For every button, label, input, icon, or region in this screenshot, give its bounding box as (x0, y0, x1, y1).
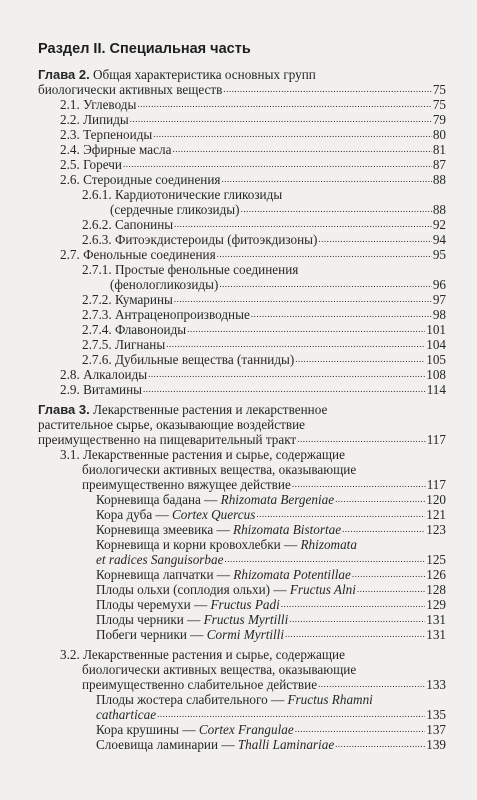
leader-dots (224, 555, 425, 564)
entry-title: 2.5. Горечи (60, 157, 122, 172)
toc-entry-text (38, 402, 327, 417)
entry-title: Корневища бадана — (96, 492, 221, 507)
section-title: Раздел II. Специальная часть (38, 41, 251, 57)
toc-entry-text (82, 477, 291, 492)
toc-entry (38, 112, 446, 127)
toc-entry (38, 247, 446, 262)
page-number: 79 (432, 112, 446, 127)
toc-entry-text (60, 367, 147, 382)
toc-entry-text (96, 522, 341, 537)
leader-dots (318, 235, 431, 244)
leader-dots (251, 310, 432, 319)
toc-entry-text (82, 322, 186, 337)
toc-entry-text (60, 157, 122, 172)
leader-dots (223, 85, 431, 94)
page-number: 117 (426, 432, 446, 447)
leader-dots (281, 600, 425, 609)
entry-title: 2.7. Фенольные соединения (60, 247, 216, 262)
entry-title: 2.3. Терпеноиды (60, 127, 153, 142)
toc-entry (38, 507, 446, 522)
toc-entry (38, 462, 446, 477)
leader-dots (137, 100, 431, 109)
toc-entry-text (110, 202, 240, 217)
toc-entry (38, 477, 446, 492)
toc-entry (38, 97, 446, 112)
leader-dots (357, 585, 425, 594)
toc-entry (38, 522, 446, 537)
entry-title: преимущественно вяжущее действие (82, 477, 291, 492)
toc-entry-text (82, 662, 356, 677)
page-number: 75 (432, 97, 446, 112)
toc-entry-text (60, 382, 142, 397)
entry-title: 2.6.1. Кардиотонические гликозиды (82, 187, 283, 202)
entry-title: Корневища и корни кровохлебки — (96, 537, 301, 552)
leader-dots (123, 160, 432, 169)
toc-entry-text (38, 417, 305, 432)
toc-entry-text (96, 567, 351, 582)
toc-entry-text (96, 582, 356, 597)
page-number: 129 (426, 597, 446, 612)
latin-name: Cormi Myrtilli (206, 627, 285, 642)
toc-entry (38, 217, 446, 232)
toc-entry (38, 127, 446, 142)
toc-entry (38, 722, 446, 737)
toc-entry (38, 447, 446, 462)
toc-entry-text (110, 277, 218, 292)
page-number: 120 (426, 492, 446, 507)
toc-entry-text (96, 707, 156, 722)
toc-entry (38, 567, 446, 582)
toc-entry-text (82, 292, 173, 307)
toc-entry (38, 262, 446, 277)
entry-title: 2.7.5. Лигнаны (82, 337, 166, 352)
leader-dots (153, 130, 432, 139)
leader-dots (292, 480, 426, 489)
leader-dots (174, 295, 432, 304)
entry-title: 2.7.2. Кумарины (82, 292, 173, 307)
page-number: 95 (432, 247, 446, 262)
latin-name: Rhizomata (300, 537, 357, 552)
toc-entry-text (82, 307, 250, 322)
entry-title: 2.6.3. Фитоэкдистероиды (фитоэкдизоны) (82, 232, 318, 247)
entry-title: 2.6. Стероидные соединения (60, 172, 221, 187)
toc-entry-text (38, 82, 222, 97)
entry-title: 2.6.2. Сапонины (82, 217, 174, 232)
toc-chapter-heading (38, 402, 446, 417)
entry-title: Корневища лапчатки — (96, 567, 234, 582)
leader-dots (187, 325, 425, 334)
toc-entry-text (82, 217, 173, 232)
page-number: 126 (426, 567, 446, 582)
leader-dots (342, 525, 425, 534)
toc-entry-text (82, 187, 282, 202)
page-number: 135 (426, 707, 446, 722)
toc-entry (38, 307, 446, 322)
page-number: 94 (432, 232, 446, 247)
page-number: 81 (432, 142, 446, 157)
toc-entry (38, 382, 446, 397)
entry-title: биологически активных веществ (38, 82, 223, 97)
page-number: 88 (432, 172, 446, 187)
page-number: 75 (432, 82, 446, 97)
toc-entry (38, 612, 446, 627)
page-number: 104 (426, 337, 446, 352)
toc-entry (38, 367, 446, 382)
toc-entry-text (96, 737, 334, 752)
page-number: 92 (432, 217, 446, 232)
toc-entry-text (82, 337, 165, 352)
leader-dots (217, 250, 432, 259)
page-number: 98 (432, 307, 446, 322)
entry-title: преимущественно слабительное действие (82, 677, 318, 692)
toc-entry (38, 432, 446, 447)
toc-entry-text (60, 447, 345, 462)
latin-name: Rhizomata Bergeniae (220, 492, 335, 507)
toc-entry (38, 82, 446, 97)
entry-title: биологически активных вещества, оказывающие (82, 462, 357, 477)
leader-dots (219, 280, 431, 289)
leader-dots (295, 725, 426, 734)
entry-title: 2.7.1. Простые фенольные соединения (82, 262, 299, 277)
entry-title: Кора крушины — (96, 722, 199, 737)
toc-entry (38, 537, 446, 552)
toc-entry-text (60, 97, 136, 112)
entry-title: преимущественно на пищеварительный тракт (38, 432, 297, 447)
toc-entry-text (96, 597, 280, 612)
toc-entry-text (60, 142, 171, 157)
latin-name: Cortex Quercus (171, 507, 256, 522)
entry-title: 3.2. Лекарственные растения и сырье, содержащие (60, 647, 345, 662)
entry-title: (фенологликозиды) (110, 277, 219, 292)
toc-entry-text (96, 492, 334, 507)
toc-entry-text (96, 692, 373, 707)
entry-title: Плоды ольхи (соплодия ольхи) — (96, 582, 290, 597)
latin-name: catharticae (96, 707, 157, 722)
entry-title: 2.4. Эфирные масла (60, 142, 172, 157)
toc-entry-text (96, 537, 357, 552)
page-number: 80 (432, 127, 446, 142)
page-number: 117 (426, 477, 446, 492)
toc-entry (38, 647, 446, 662)
toc-entry (38, 202, 446, 217)
leader-dots (297, 435, 426, 444)
toc-entry (38, 597, 446, 612)
toc-chapter-heading (38, 67, 446, 82)
entry-title: 2.7.3. Антраценопроизводные (82, 307, 250, 322)
page-number: 123 (426, 522, 446, 537)
toc-entry-text (38, 67, 316, 82)
toc-entry-text (82, 262, 298, 277)
chapter-label: Глава 2. (38, 67, 90, 82)
leader-dots (295, 355, 425, 364)
toc-entry-text (60, 112, 129, 127)
latin-name: Cortex Frangulae (198, 722, 294, 737)
latin-name: Rhizomata Bistortae (233, 522, 342, 537)
toc-entry (38, 677, 446, 692)
toc-entry (38, 157, 446, 172)
entry-title: Плоды черемухи — (96, 597, 211, 612)
toc-entry (38, 662, 446, 677)
page-number: 133 (426, 677, 446, 692)
toc-entry-text (96, 612, 288, 627)
toc-entry-text (82, 677, 317, 692)
leader-dots (166, 340, 425, 349)
entry-title: 2.9. Витамины (60, 382, 143, 397)
page-number: 88 (432, 202, 446, 217)
entry-title: Общая характеристика основных групп (89, 67, 316, 82)
entry-title: Слоевища ламинарии — (96, 737, 238, 752)
toc-entry (38, 582, 446, 597)
toc-entry (38, 737, 446, 752)
entry-title: 3.1. Лекарственные растения и сырье, содержащие (60, 447, 345, 462)
leader-dots (285, 630, 425, 639)
toc-entry-text (60, 172, 220, 187)
leader-dots (335, 495, 425, 504)
toc-entry (38, 142, 446, 157)
latin-name: Fructus Padi (210, 597, 280, 612)
entry-title: 2.7.6. Дубильные вещества (танниды) (82, 352, 295, 367)
toc-entry-text (60, 647, 345, 662)
toc-entry (38, 352, 446, 367)
page-number: 114 (426, 382, 446, 397)
page-number: 105 (426, 352, 446, 367)
entry-title: 2.2. Липиды (60, 112, 129, 127)
toc-entry (38, 627, 446, 642)
leader-dots (221, 175, 431, 184)
page-number: 97 (432, 292, 446, 307)
entry-title: Лекарственные растения и лекарственное (89, 402, 328, 417)
entry-title: Корневища змеевика — (96, 522, 234, 537)
toc-entry-text (60, 247, 216, 262)
leader-dots (318, 680, 425, 689)
toc-entry-text (82, 232, 317, 247)
toc-entry (38, 322, 446, 337)
page-number: 87 (432, 157, 446, 172)
toc-entry (38, 552, 446, 567)
page-number: 101 (426, 322, 446, 337)
page-number: 96 (432, 277, 446, 292)
page-number: 139 (426, 737, 446, 752)
toc-entry-text (96, 552, 223, 567)
leader-dots (352, 570, 425, 579)
page-number: 128 (426, 582, 446, 597)
toc-entry-text (82, 352, 294, 367)
toc-entry-text (96, 627, 284, 642)
latin-name: Fructus Myrtilli (203, 612, 289, 627)
toc-entry (38, 277, 446, 292)
toc-entry-text (96, 507, 255, 522)
toc-entries (38, 67, 446, 752)
latin-name: Thalli Laminariae (237, 737, 335, 752)
entry-title: Кора дуба — (96, 507, 172, 522)
page-number: 108 (426, 367, 446, 382)
toc-entry (38, 187, 446, 202)
leader-dots (130, 115, 432, 124)
leader-dots (256, 510, 425, 519)
leader-dots (143, 385, 426, 394)
entry-title: Плоды черники — (96, 612, 204, 627)
entry-title: 2.8. Алкалоиды (60, 367, 148, 382)
toc-entry (38, 172, 446, 187)
leader-dots (157, 710, 425, 719)
leader-dots (172, 145, 431, 154)
entry-title: (сердечные гликозиды) (110, 202, 240, 217)
leader-dots (289, 615, 425, 624)
entry-title: Побеги черники — (96, 627, 207, 642)
latin-name: Fructus Alni (289, 582, 356, 597)
entry-title: 2.1. Углеводы (60, 97, 137, 112)
toc-entry (38, 232, 446, 247)
latin-name: et radices Sanguisorbae (96, 552, 224, 567)
toc-entry-text (38, 432, 296, 447)
toc-entry (38, 417, 446, 432)
chapter-label: Глава 3. (38, 402, 90, 417)
entry-title: Плоды жостера слабительного — (96, 692, 288, 707)
latin-name: Rhizomata Potentillae (233, 567, 351, 582)
toc-entry (38, 492, 446, 507)
toc-entry-text (96, 722, 294, 737)
page-number: 125 (426, 552, 446, 567)
page-number: 121 (426, 507, 446, 522)
toc-entry (38, 707, 446, 722)
leader-dots (335, 740, 425, 749)
leader-dots (241, 205, 432, 214)
latin-name: Fructus Rhamni (287, 692, 373, 707)
leader-dots (174, 220, 432, 229)
entry-title: биологически активных вещества, оказывающие (82, 662, 357, 677)
page-number: 131 (426, 627, 446, 642)
toc-entry-text (60, 127, 152, 142)
entry-title: 2.7.4. Флавоноиды (82, 322, 187, 337)
toc-entry (38, 292, 446, 307)
toc-entry (38, 337, 446, 352)
toc-entry-text (82, 462, 356, 477)
toc-entry (38, 692, 446, 707)
entry-title: растительное сырье, оказывающие воздействие (38, 417, 305, 432)
page-number: 131 (426, 612, 446, 627)
leader-dots (148, 370, 425, 379)
page-number: 137 (426, 722, 446, 737)
